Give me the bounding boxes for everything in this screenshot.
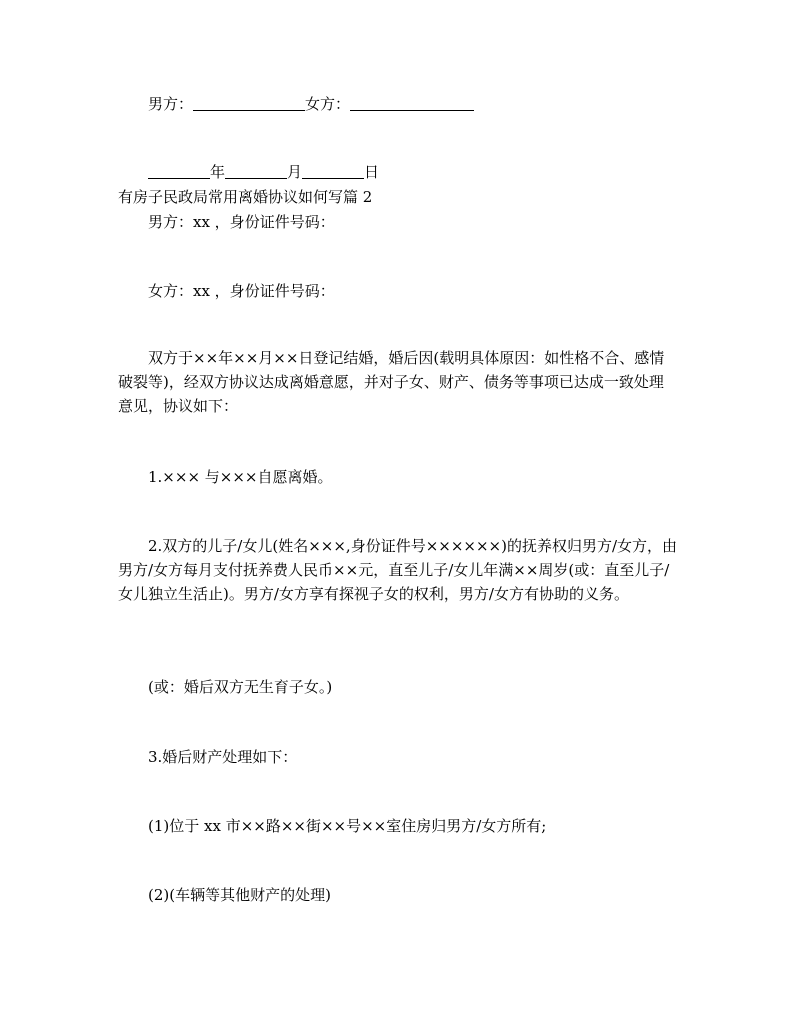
item-2: 2.双方的儿子/女儿(姓名×××,身份证件号××××××)的抚养权归男方/女方，由男方/女方每月支付抚养费人民币××元，直至儿子/女儿年满××周岁(或：直至儿子/女儿独立生活止)。男方/女方享有探视子女的权利，男方/女方有协助的义务。 [118,537,678,603]
item-1: 1.××× 与×××自愿离婚。 [148,468,333,486]
intro-paragraph: 双方于××年××月××日登记结婚，婚后因(载明具体原因：如性格不合、感情破裂等)，经双方协议达成离婚意愿，并对子女、财产、债务等事项已达成一致处理意见，协议如下： [118,349,665,415]
female-signature-blank [350,95,474,111]
item-2-alternative: (或：婚后双方无生育子女。) [148,678,333,696]
date-line [148,160,708,184]
signature-line [148,92,708,116]
month-label: 月 [287,163,303,181]
section-title: 有房子民政局常用离婚协议如何写篇 2 [118,188,373,206]
day-label: 日 [364,163,380,181]
item-3-2: (2)(车辆等其他财产的处理) [148,886,331,904]
month-blank [225,163,287,179]
year-blank [148,163,210,179]
item-3: 3.婚后财产处理如下： [148,748,298,766]
female-signature-label: 女方： [305,95,351,113]
item-3-1: (1)位于 xx 市××路××街××号××室住房归男方/女方所有; [148,817,547,835]
male-signature-blank [193,95,305,111]
male-id-line: 男方：xx ，身份证件号码： [148,213,335,231]
female-id-line: 女方：xx ，身份证件号码： [148,282,335,300]
day-blank [302,163,364,179]
year-label: 年 [210,163,226,181]
male-signature-label: 男方： [148,95,194,113]
